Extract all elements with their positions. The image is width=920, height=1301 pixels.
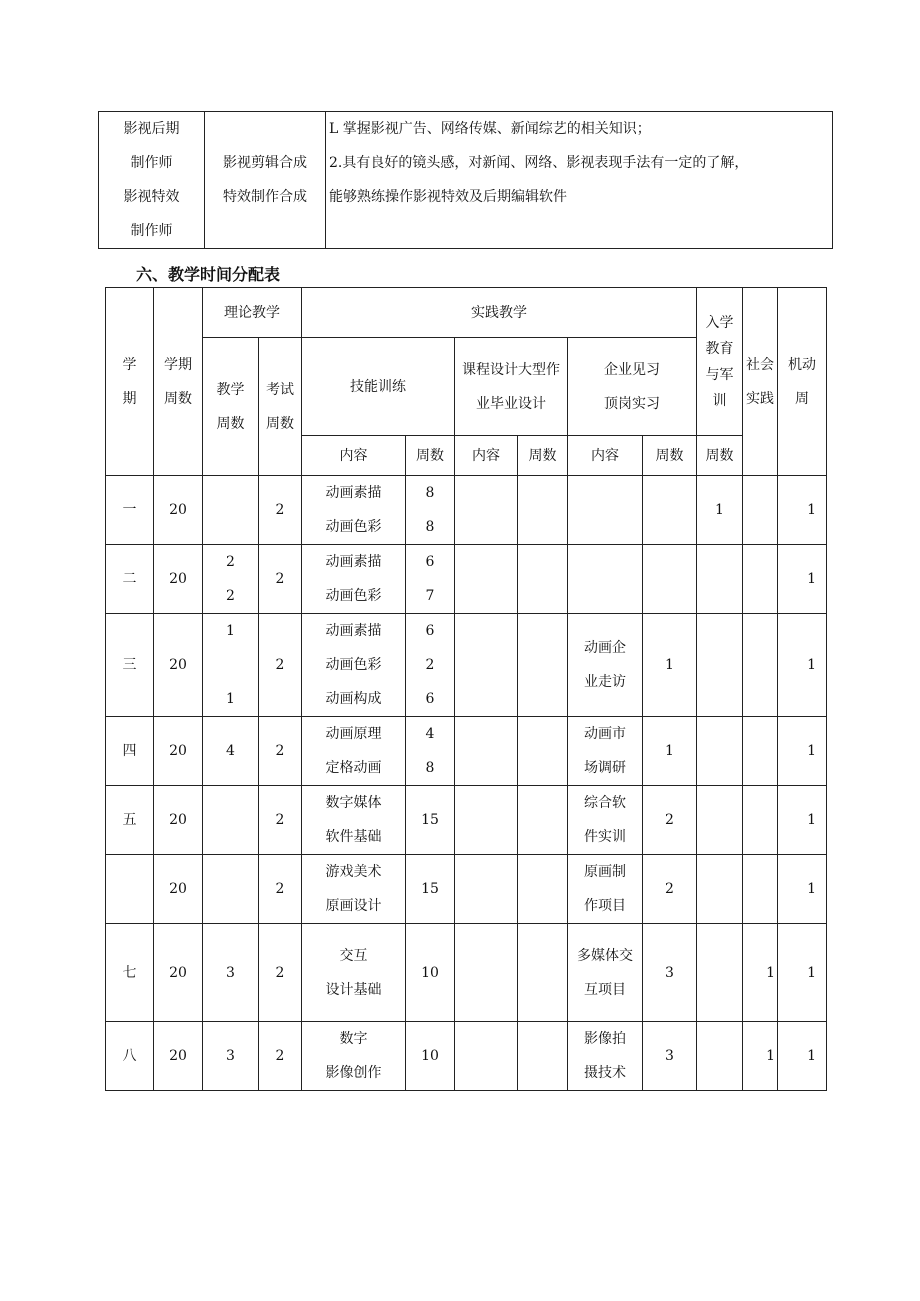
text-line: 业走访 xyxy=(584,674,626,690)
intern-weeks-cell xyxy=(643,476,697,545)
text-line: 6 xyxy=(425,691,435,707)
design-content-cell xyxy=(455,855,518,924)
position-requirements-table xyxy=(98,111,833,249)
design-weeks-cell xyxy=(518,717,568,786)
skill-weeks-cell xyxy=(406,786,455,855)
military-cell xyxy=(697,545,743,614)
schedule-row xyxy=(106,924,827,1022)
text-line: 周数 xyxy=(216,415,245,432)
teach-weeks-cell xyxy=(203,855,259,924)
weeks-cell: 20 xyxy=(154,786,203,855)
text-line: 3 xyxy=(226,1048,235,1064)
exam-weeks-cell: 2 xyxy=(259,855,302,924)
text-line: 特效制作合成 xyxy=(223,189,307,205)
text-line: 设计基础 xyxy=(325,981,382,998)
design-weeks-cell xyxy=(518,924,568,1022)
text-line: 2 xyxy=(425,657,435,673)
text-line: 综合软 xyxy=(584,795,626,811)
intern-content-cell xyxy=(568,786,643,855)
flexible-cell: 1 xyxy=(778,1022,827,1091)
text-line: 社会 xyxy=(746,356,774,373)
intern-content-cell xyxy=(568,1022,643,1091)
flexible-cell: 1 xyxy=(778,614,827,717)
military-cell xyxy=(697,855,743,924)
semester-cell: 八 xyxy=(106,1022,154,1091)
text-line: 制作师 xyxy=(130,155,173,171)
text-line: 8 xyxy=(425,760,435,776)
text-line: 6 xyxy=(425,623,435,639)
skill-weeks-cell xyxy=(406,855,455,924)
semester-cell: 七 xyxy=(106,924,154,1022)
header-practice: 实践教学 xyxy=(302,288,697,338)
text-line: 考试 xyxy=(266,381,294,398)
teach-weeks-cell xyxy=(203,545,259,614)
weeks-cell: 20 xyxy=(154,545,203,614)
weeks-cell: 20 xyxy=(154,924,203,1022)
text-line: 教育 xyxy=(705,340,734,357)
schedule-row xyxy=(106,545,827,614)
teach-weeks-cell xyxy=(203,1022,259,1091)
military-cell xyxy=(697,1022,743,1091)
text-line: 学 xyxy=(122,356,137,373)
design-content-cell xyxy=(455,717,518,786)
text-line: 周 xyxy=(795,390,809,407)
text-line: 动画素描 xyxy=(325,623,382,639)
text-line: 影像创作 xyxy=(325,1065,382,1081)
text-line: 3 xyxy=(226,964,235,981)
text-line: 交互 xyxy=(339,947,368,964)
header-weeks: 周数 xyxy=(518,436,568,476)
header-design xyxy=(455,338,568,436)
header-military xyxy=(697,288,743,436)
flexible-cell: 1 xyxy=(778,545,827,614)
flexible-cell: 1 xyxy=(778,855,827,924)
design-weeks-cell xyxy=(518,545,568,614)
text-line: 1 xyxy=(226,691,235,707)
design-content-cell xyxy=(455,924,518,1022)
text-line: 游戏美术 xyxy=(325,864,382,880)
exam-weeks-cell: 2 xyxy=(259,614,302,717)
text-line: 动画素描 xyxy=(325,485,382,501)
text-line: 动画素描 xyxy=(325,554,382,570)
intern-content-cell xyxy=(568,855,643,924)
skill-content-cell xyxy=(302,614,406,717)
weeks-cell: 20 xyxy=(154,614,203,717)
requirements-cell xyxy=(326,112,833,249)
text-line: 原画制 xyxy=(584,864,626,880)
text-line: 周数 xyxy=(164,390,192,407)
text-line: 学期 xyxy=(164,356,192,373)
text-line: 与军 xyxy=(705,366,734,383)
text-line: 数字 xyxy=(339,1031,368,1047)
text-line: 实践 xyxy=(746,390,774,407)
exam-weeks-cell: 2 xyxy=(259,786,302,855)
text-line: 周数 xyxy=(266,415,294,432)
header-content: 内容 xyxy=(455,436,518,476)
intern-weeks-cell: 2 xyxy=(643,855,697,924)
text-line: 企业见习 xyxy=(604,361,660,378)
military-cell xyxy=(697,717,743,786)
design-content-cell xyxy=(455,476,518,545)
intern-weeks-cell: 1 xyxy=(643,717,697,786)
text-line: 动画色彩 xyxy=(325,657,382,673)
military-cell xyxy=(697,786,743,855)
text-line: 期 xyxy=(122,390,137,407)
skill-content-cell xyxy=(302,786,406,855)
text-line: 8 xyxy=(425,519,435,535)
text-line: 影视特效 xyxy=(123,189,180,205)
semester-cell: 四 xyxy=(106,717,154,786)
semester-cell: 二 xyxy=(106,545,154,614)
text-line: 15 xyxy=(421,812,439,828)
design-content-cell xyxy=(455,1022,518,1091)
schedule-row xyxy=(106,717,827,786)
skill-content-cell xyxy=(302,717,406,786)
text-line: 影视剪辑合成 xyxy=(223,155,307,171)
text-line: 动画色彩 xyxy=(325,519,382,535)
intern-weeks-cell xyxy=(643,545,697,614)
text-line: 动画原理 xyxy=(325,726,382,742)
flexible-cell: 1 xyxy=(778,924,827,1022)
text-line: 入学 xyxy=(705,314,734,331)
schedule-row xyxy=(106,476,827,545)
text-line: 2 xyxy=(226,554,235,570)
exam-weeks-cell: 2 xyxy=(259,476,302,545)
text-line: 动画色彩 xyxy=(325,588,382,604)
design-weeks-cell xyxy=(518,855,568,924)
header-teach-weeks xyxy=(203,338,259,476)
header-skill: 技能训练 xyxy=(302,338,455,436)
teach-weeks-cell xyxy=(203,924,259,1022)
flexible-cell: 1 xyxy=(778,717,827,786)
schedule-row xyxy=(106,855,827,924)
text-line: 10 xyxy=(421,964,439,981)
teach-weeks-cell xyxy=(203,614,259,717)
social-practice-cell xyxy=(743,614,778,717)
design-content-cell xyxy=(455,545,518,614)
skill-content-cell xyxy=(302,855,406,924)
teach-weeks-cell xyxy=(203,476,259,545)
text-line: 6 xyxy=(425,554,435,570)
header-semester xyxy=(106,288,154,476)
schedule-row xyxy=(106,786,827,855)
text-line: 8 xyxy=(425,485,435,501)
teaching-schedule-table xyxy=(105,287,827,1091)
text-line: 作项目 xyxy=(584,898,626,914)
text-line: 动画构成 xyxy=(325,691,382,707)
intern-content-cell xyxy=(568,614,643,717)
intern-weeks-cell: 3 xyxy=(643,1022,697,1091)
teach-weeks-cell xyxy=(203,786,259,855)
text-line: 制作师 xyxy=(130,223,173,239)
design-content-cell xyxy=(455,614,518,717)
text-line: 软件基础 xyxy=(325,829,382,845)
flexible-cell: 1 xyxy=(778,786,827,855)
text-line: 顶岗实习 xyxy=(604,395,660,412)
skill-weeks-cell xyxy=(406,1022,455,1091)
weeks-cell: 20 xyxy=(154,855,203,924)
semester-cell: 三 xyxy=(106,614,154,717)
text-line: 2 xyxy=(226,588,235,604)
social-practice-cell xyxy=(743,855,778,924)
text-line: 多媒体交 xyxy=(577,947,633,964)
text-line: 课程设计大型作 xyxy=(462,361,560,378)
exam-weeks-cell: 2 xyxy=(259,717,302,786)
text-line: 件实训 xyxy=(584,829,626,845)
social-practice-cell: 1 xyxy=(743,1022,778,1091)
header-exam-weeks xyxy=(259,338,302,476)
text-line: 动画企 xyxy=(584,640,626,656)
intern-weeks-cell: 1 xyxy=(643,614,697,717)
text-line: 15 xyxy=(421,881,439,897)
social-practice-cell xyxy=(743,717,778,786)
exam-weeks-cell: 2 xyxy=(259,1022,302,1091)
schedule-row xyxy=(106,1022,827,1091)
header-flexible xyxy=(778,288,827,476)
position-cell xyxy=(99,112,205,249)
header-content: 内容 xyxy=(302,436,406,476)
text-line: 训 xyxy=(712,392,727,409)
text-line: 影像拍 xyxy=(584,1031,626,1047)
weeks-cell: 20 xyxy=(154,1022,203,1091)
intern-content-cell xyxy=(568,476,643,545)
section-title: 六、教学时间分配表 xyxy=(136,265,281,284)
military-cell: 1 xyxy=(697,476,743,545)
skill-content-cell xyxy=(302,545,406,614)
intern-content-cell xyxy=(568,545,643,614)
intern-weeks-cell: 2 xyxy=(643,786,697,855)
text-line: 10 xyxy=(421,1048,439,1064)
text-line: 数字媒体 xyxy=(325,795,382,811)
header-theory: 理论教学 xyxy=(203,288,302,338)
social-practice-cell xyxy=(743,545,778,614)
text-line: 业毕业设计 xyxy=(476,395,546,412)
social-practice-cell xyxy=(743,476,778,545)
social-practice-cell: 1 xyxy=(743,924,778,1022)
text-line: 2.具有良好的镜头感，对新闻、网络、影视表现手法有一定的了解， xyxy=(329,155,749,171)
exam-weeks-cell: 2 xyxy=(259,924,302,1022)
text-line: 7 xyxy=(425,588,435,604)
exam-weeks-cell: 2 xyxy=(259,545,302,614)
social-practice-cell xyxy=(743,786,778,855)
intern-content-cell xyxy=(568,717,643,786)
text-line: 动画市 xyxy=(584,726,626,742)
design-weeks-cell xyxy=(518,1022,568,1091)
design-content-cell xyxy=(455,786,518,855)
intern-content-cell xyxy=(568,924,643,1022)
semester-cell: 五 xyxy=(106,786,154,855)
text-line: 场调研 xyxy=(584,760,626,776)
skill-content-cell xyxy=(302,476,406,545)
course-cell xyxy=(205,112,326,249)
text-line: 定格动画 xyxy=(325,760,382,776)
text-line: 4 xyxy=(226,743,235,759)
weeks-cell: 20 xyxy=(154,717,203,786)
header-semester-weeks xyxy=(154,288,203,476)
skill-weeks-cell xyxy=(406,924,455,1022)
text-line xyxy=(203,648,258,682)
skill-content-cell xyxy=(302,924,406,1022)
text-line: 摄技术 xyxy=(584,1065,626,1081)
header-weeks: 周数 xyxy=(697,436,743,476)
skill-weeks-cell xyxy=(406,614,455,717)
design-weeks-cell xyxy=(518,476,568,545)
intern-weeks-cell: 3 xyxy=(643,924,697,1022)
text-line: 互项目 xyxy=(584,981,626,998)
skill-weeks-cell xyxy=(406,476,455,545)
text-line: 机动 xyxy=(788,356,816,373)
skill-weeks-cell xyxy=(406,717,455,786)
header-social xyxy=(743,288,778,476)
semester-cell: 一 xyxy=(106,476,154,545)
text-line: 教学 xyxy=(216,381,245,398)
semester-cell xyxy=(106,855,154,924)
text-line: 能够熟练操作影视特效及后期编辑软件 xyxy=(329,189,567,205)
skill-weeks-cell xyxy=(406,545,455,614)
text-line: 原画设计 xyxy=(325,898,382,914)
text-line: 4 xyxy=(425,726,435,742)
header-intern xyxy=(568,338,697,436)
design-weeks-cell xyxy=(518,614,568,717)
header-content: 内容 xyxy=(568,436,643,476)
military-cell xyxy=(697,924,743,1022)
header-weeks: 周数 xyxy=(643,436,697,476)
text-line: L 掌握影视广告、网络传媒、新闻综艺的相关知识； xyxy=(329,121,651,137)
schedule-row xyxy=(106,614,827,717)
header-weeks: 周数 xyxy=(406,436,455,476)
weeks-cell: 20 xyxy=(154,476,203,545)
flexible-cell: 1 xyxy=(778,476,827,545)
text-line: 1 xyxy=(226,623,235,639)
skill-content-cell xyxy=(302,1022,406,1091)
text-line: 影视后期 xyxy=(123,121,180,137)
military-cell xyxy=(697,614,743,717)
design-weeks-cell xyxy=(518,786,568,855)
teach-weeks-cell xyxy=(203,717,259,786)
